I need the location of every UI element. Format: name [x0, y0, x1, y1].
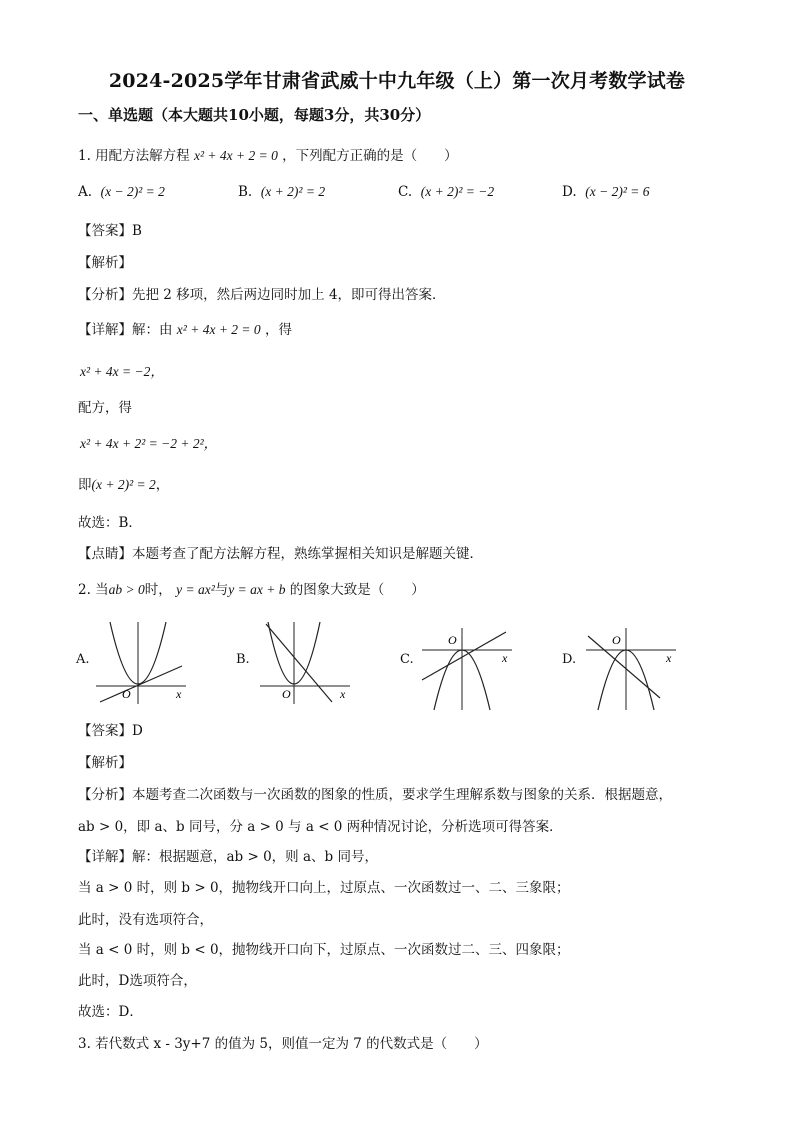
q2-graph-d: [582, 624, 682, 714]
q2-detail-line-5: 此时，D选项符合，: [78, 973, 197, 989]
q2-graph-b: [256, 618, 356, 708]
question-2-stem: 2. 当ab > 0时， y = ax²与y = ax + b 的图象大致是（ ）: [78, 582, 425, 598]
q1-analysis: 【分析】先把 2 移项，然后两边同时加上 4，即可得出答案．: [78, 287, 446, 303]
question-3-stem: 3. 若代数式 x - 3y+7 的值为 5，则值一定为 7 的代数式是（ ）: [78, 1036, 488, 1052]
q2-detail-line-4: 当 a < 0 时，则 b < 0，抛物线开口向下，过原点、一次函数过二、三、四象限；: [78, 942, 570, 958]
q2-option-a-label: A.: [76, 652, 90, 667]
graph-d-x-label: x: [666, 651, 672, 665]
q1-option-d: D. (x − 2)² = 6: [562, 184, 650, 200]
q1-option-b: B. (x + 2)² = 2: [238, 184, 326, 200]
graph-d-origin: O: [612, 633, 621, 647]
q2-option-c-label: C.: [400, 652, 414, 667]
q2-choose: 故选：D．: [78, 1004, 143, 1020]
graph-b-x-label: x: [340, 687, 346, 701]
graph-c-origin: O: [448, 633, 457, 647]
graph-c-x-label: x: [502, 651, 508, 665]
graph-a-x-label: x: [176, 687, 182, 701]
graph-c-line: [422, 632, 506, 680]
q2-detail-line-3: 此时，没有选项符合，: [78, 912, 213, 928]
question-1-stem: 1. 用配方法解方程 x² + 4x + 2 = 0 ，下列配方正确的是（ ）: [78, 148, 458, 164]
q1-answer: 【答案】B: [78, 223, 142, 239]
q1-choose: 故选：B．: [78, 515, 142, 531]
page-title: 2024-2025学年甘肃省武威十中九年级（上）第一次月考数学试卷: [108, 70, 686, 92]
q1-analysis-header: 【解析】: [78, 255, 132, 271]
graph-a-line: [100, 666, 182, 702]
q1-step-3: x² + 4x + 2² = −2 + 2²，: [80, 436, 218, 451]
q1-option-c: C. (x + 2)² = −2: [398, 184, 495, 200]
graph-d-line: [588, 636, 660, 698]
graph-b-origin: O: [282, 687, 291, 701]
q2-detail-line-2: 当 a > 0 时，则 b > 0，抛物线开口向上，过原点、一次函数过一、二、三象限；: [78, 880, 570, 896]
q1-comment: 【点睛】本题考查了配方法解方程，熟练掌握相关知识是解题关键．: [78, 546, 483, 562]
q2-analysis-header: 【解析】: [78, 755, 132, 771]
q2-option-b-label: B.: [236, 652, 250, 667]
q1-step-2: 配方，得: [78, 400, 132, 416]
q2-analysis-line-1: 【分析】本题考查二次函数与一次函数的图象的性质，要求学生理解系数与图象的关系．根据题意，: [78, 787, 672, 803]
q1-detail: 【详解】解：由 x² + 4x + 2 = 0 ，得: [78, 322, 292, 338]
q1-step-1: x² + 4x = −2，: [80, 364, 164, 379]
graph-b-line: [266, 624, 332, 702]
q2-detail-line-1: 【详解】解：根据题意，ab > 0，则 a、b 同号，: [78, 849, 378, 865]
q1-step-4: 即(x + 2)² = 2，: [78, 477, 170, 493]
q2-option-d-label: D.: [562, 652, 577, 667]
q2-graph-a: [92, 618, 192, 708]
graph-a-origin: O: [122, 687, 131, 701]
q2-graph-c: [418, 624, 518, 714]
q1-option-a: A. (x − 2)² = 2: [78, 184, 165, 200]
q2-analysis-line-2: ab > 0，即 a、b 同号，分 a > 0 与 a < 0 两种情况讨论，分析选项可得答案．: [78, 819, 563, 835]
section-heading: 一、单选题（本大题共10小题，每题3分，共30分）: [78, 106, 431, 124]
q2-answer: 【答案】D: [78, 723, 143, 739]
